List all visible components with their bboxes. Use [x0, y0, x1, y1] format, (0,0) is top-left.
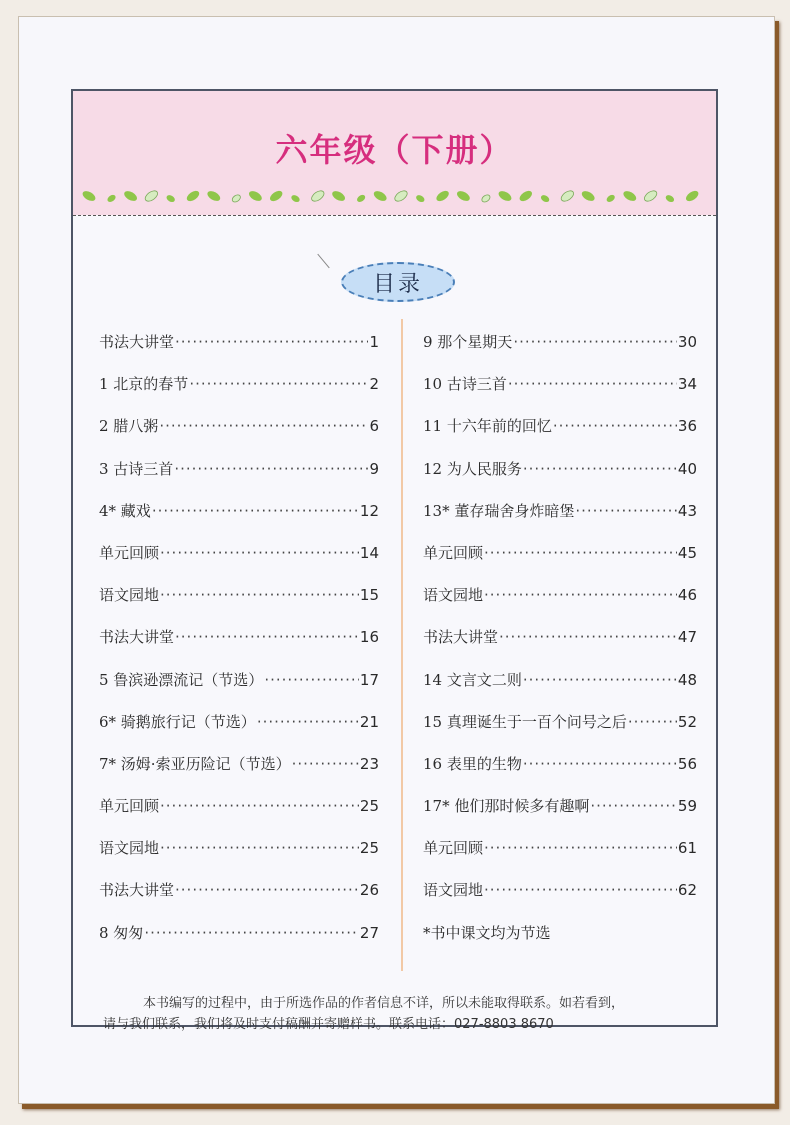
toc-entry-page: 34: [677, 375, 697, 394]
toc-entry-title: 单元回顾: [423, 543, 484, 562]
leaf-icon: [518, 189, 534, 204]
dot-leader: [174, 460, 368, 478]
toc-entry-page: 17: [359, 670, 379, 689]
dot-leader: [499, 628, 677, 646]
toc-entry: [99, 415, 379, 457]
dot-leader: [189, 375, 368, 393]
leaf-icon: [331, 189, 347, 203]
toc-entry-page: 9: [369, 459, 379, 478]
toc-entry-title: 15 真理诞生于一百个问号之后: [423, 712, 627, 731]
toc-entry-title: 16 表里的生物: [423, 754, 522, 773]
toc-entry: [99, 753, 379, 795]
toc-entry-title: 书法大讲堂: [99, 628, 175, 647]
toc-entry: [99, 458, 379, 500]
dot-leader: [523, 755, 677, 773]
dot-leader: [508, 375, 677, 393]
toc-entry-title: 2 腊八粥: [99, 417, 159, 436]
toc-entry: [99, 584, 379, 626]
dot-leader: [160, 797, 359, 815]
leaf-icon: [185, 189, 201, 204]
toc-entry-page: 30: [677, 333, 697, 351]
leaf-icon: [393, 189, 409, 204]
toc-entry: [99, 879, 379, 921]
dot-leader: [160, 839, 359, 857]
toc-entry-title: 书法大讲堂: [99, 333, 175, 351]
dot-leader: [175, 333, 368, 351]
toc-entry-page: 23: [359, 754, 379, 773]
toc-entry-page: 36: [677, 417, 697, 436]
leaf-icon: [559, 189, 575, 204]
dot-leader: [484, 839, 677, 857]
leaf-icon: [372, 189, 388, 203]
toc-entry-page: 46: [677, 586, 697, 605]
contents-frame: [71, 89, 718, 1032]
toc-entry-title: 4* 藏戏: [99, 501, 151, 520]
leaf-icon: [605, 193, 616, 203]
toc-badge: [341, 262, 455, 302]
toc-entry-page: 12: [359, 501, 379, 520]
toc-entry: [423, 584, 697, 626]
column-divider: [401, 319, 403, 971]
toc-entry: [423, 795, 697, 837]
dot-leader: [160, 544, 359, 562]
toc-entry-page: 27: [359, 923, 379, 942]
toc-entry-page: 14: [359, 543, 379, 562]
toc-entry-title: 单元回顾: [99, 543, 160, 562]
toc-entry-title: 8 匆匆: [99, 923, 144, 942]
leaf-icon: [165, 194, 176, 204]
footer-notice: [103, 993, 703, 1035]
toc-entry: [423, 753, 697, 795]
toc-entry-title: 单元回顾: [99, 797, 160, 816]
toc-entry: [99, 331, 379, 373]
toc-entry-title: 14 文言文二则: [423, 670, 522, 689]
toc-entry: [99, 922, 379, 964]
leaf-icon: [123, 189, 139, 203]
dot-leader: [523, 460, 677, 478]
toc-entry: [423, 373, 697, 415]
toc-entry-page: 40: [677, 459, 697, 478]
leaf-icon: [106, 193, 117, 203]
toc-entry: [99, 669, 379, 711]
leaf-icon: [455, 189, 471, 203]
leaf-icon: [247, 189, 263, 203]
leaf-icon: [481, 193, 492, 203]
toc-entry-page: 21: [359, 712, 379, 731]
dot-leader: [513, 333, 677, 351]
dot-leader: [484, 586, 677, 604]
toc-entry: [423, 837, 697, 879]
toc-entry-title: 13* 董存瑞舍身炸暗堡: [423, 501, 575, 520]
toc-entry: [99, 373, 379, 415]
toc-entry: [423, 500, 697, 542]
toc-entry-title: 语文园地: [99, 586, 160, 605]
dot-leader: [264, 671, 359, 689]
dot-leader: [175, 628, 359, 646]
toc-entry-title: 12 为人民服务: [423, 459, 522, 478]
leaf-icon: [540, 194, 551, 204]
toc-entry: [423, 458, 697, 500]
toc-entry-title: 语文园地: [423, 881, 484, 900]
dot-leader: [159, 417, 368, 435]
leaf-icon: [580, 189, 596, 203]
selection-note: *书中课文均为节选: [423, 923, 551, 942]
dot-leader: [523, 671, 677, 689]
dot-leader: [144, 924, 359, 942]
toc-entry-page: 43: [677, 501, 697, 520]
toc-entry-page: 2: [369, 375, 379, 394]
dot-leader: [257, 713, 359, 731]
toc-entry-page: 61: [677, 839, 697, 858]
toc-entry-title: 7* 汤姆·索亚历险记（节选）: [99, 754, 291, 773]
leaf-icon: [643, 189, 659, 204]
toc-entry-title: 语文园地: [423, 586, 484, 605]
leaf-icon: [143, 189, 159, 204]
footer-line-1: 本书编写的过程中，由于所选作品的作者信息不详，所以未能取得联系。如若看到，: [143, 996, 625, 1011]
toc-entry-title: 17* 他们那时候多有趣啊: [423, 797, 590, 816]
badge-tick-mark: [317, 254, 329, 268]
toc-entry: [423, 542, 697, 584]
toc-entry: [423, 331, 697, 373]
leaf-icon: [497, 189, 513, 203]
leaf-icon: [81, 189, 97, 203]
toc-entry-page: 25: [359, 797, 379, 816]
leaf-border-decoration: [81, 183, 709, 209]
leaf-icon: [268, 189, 284, 204]
toc-entry-page: 59: [677, 797, 697, 816]
toc-entry-page: 62: [677, 881, 697, 900]
toc-entry: [99, 795, 379, 837]
leaf-icon: [665, 194, 676, 204]
leaf-icon: [206, 189, 222, 203]
toc-entry-page: 56: [677, 754, 697, 773]
toc-entry-page: 25: [359, 839, 379, 858]
book-page: [18, 16, 775, 1104]
toc-entry-title: 书法大讲堂: [99, 881, 175, 900]
dot-leader: [152, 502, 359, 520]
toc-entry-page: 47: [677, 628, 697, 647]
toc-entry-title: 5 鲁滨逊漂流记（节选）: [99, 670, 264, 689]
dot-leader: [575, 502, 677, 520]
toc-entry: [99, 626, 379, 668]
toc-entry-page: 45: [677, 543, 697, 562]
leaf-icon: [622, 189, 638, 203]
toc-entry-title: 书法大讲堂: [423, 628, 499, 647]
dot-leader: [484, 544, 677, 562]
toc-entry-page: 6: [369, 417, 379, 436]
toc-entry-page: 15: [359, 586, 379, 605]
toc-entry-title: 11 十六年前的回忆: [423, 417, 552, 436]
toc-entry: [423, 879, 697, 921]
toc-entry-title: 3 古诗三首: [99, 459, 174, 478]
leaf-icon: [684, 189, 700, 204]
page-title: 六年级（下册）: [275, 131, 514, 169]
toc-entry: [99, 542, 379, 584]
toc-left-column: [99, 331, 379, 964]
toc-entry: [423, 415, 697, 457]
toc-entry-title: 9 那个星期天: [423, 333, 513, 351]
dot-leader: [484, 881, 677, 899]
dot-leader: [175, 881, 359, 899]
leaf-icon: [415, 194, 426, 204]
dot-leader: [160, 586, 359, 604]
toc-entry-title: 单元回顾: [423, 839, 484, 858]
toc-entry: [423, 669, 697, 711]
toc-entry-title: 1 北京的春节: [99, 375, 189, 394]
toc-entry-page: 26: [359, 881, 379, 900]
toc-entry-title: 语文园地: [99, 839, 160, 858]
toc-entry: [99, 711, 379, 753]
leaf-icon: [231, 193, 242, 203]
toc-entry-page: 48: [677, 670, 697, 689]
leaf-icon: [356, 193, 367, 203]
toc-label: 目录: [372, 271, 423, 297]
dot-leader: [590, 797, 677, 815]
dot-leader: [292, 755, 359, 773]
dot-leader: [553, 417, 677, 435]
toc-entry-title: 10 古诗三首: [423, 375, 507, 394]
toc-entry: [99, 500, 379, 542]
toc-entry: [423, 711, 697, 753]
toc-entry-page: 52: [677, 712, 697, 731]
toc-entry-page: 16: [359, 628, 379, 647]
toc-entry-page: 1: [369, 333, 379, 351]
footer-line-2: 请与我们联系，我们将及时支付稿酬并寄赠样书。联系电话：027-8803 8670: [103, 1017, 554, 1032]
toc-right-column: [423, 331, 697, 964]
leaf-icon: [310, 189, 326, 204]
dot-leader: [628, 713, 677, 731]
toc-entry: [99, 837, 379, 879]
toc-entry: [423, 626, 697, 668]
leaf-icon: [435, 189, 451, 204]
toc-entry-title: 6* 骑鹅旅行记（节选）: [99, 712, 256, 731]
header-dashed-line: [73, 215, 716, 216]
header-banner: [73, 91, 716, 215]
leaf-icon: [290, 194, 301, 204]
